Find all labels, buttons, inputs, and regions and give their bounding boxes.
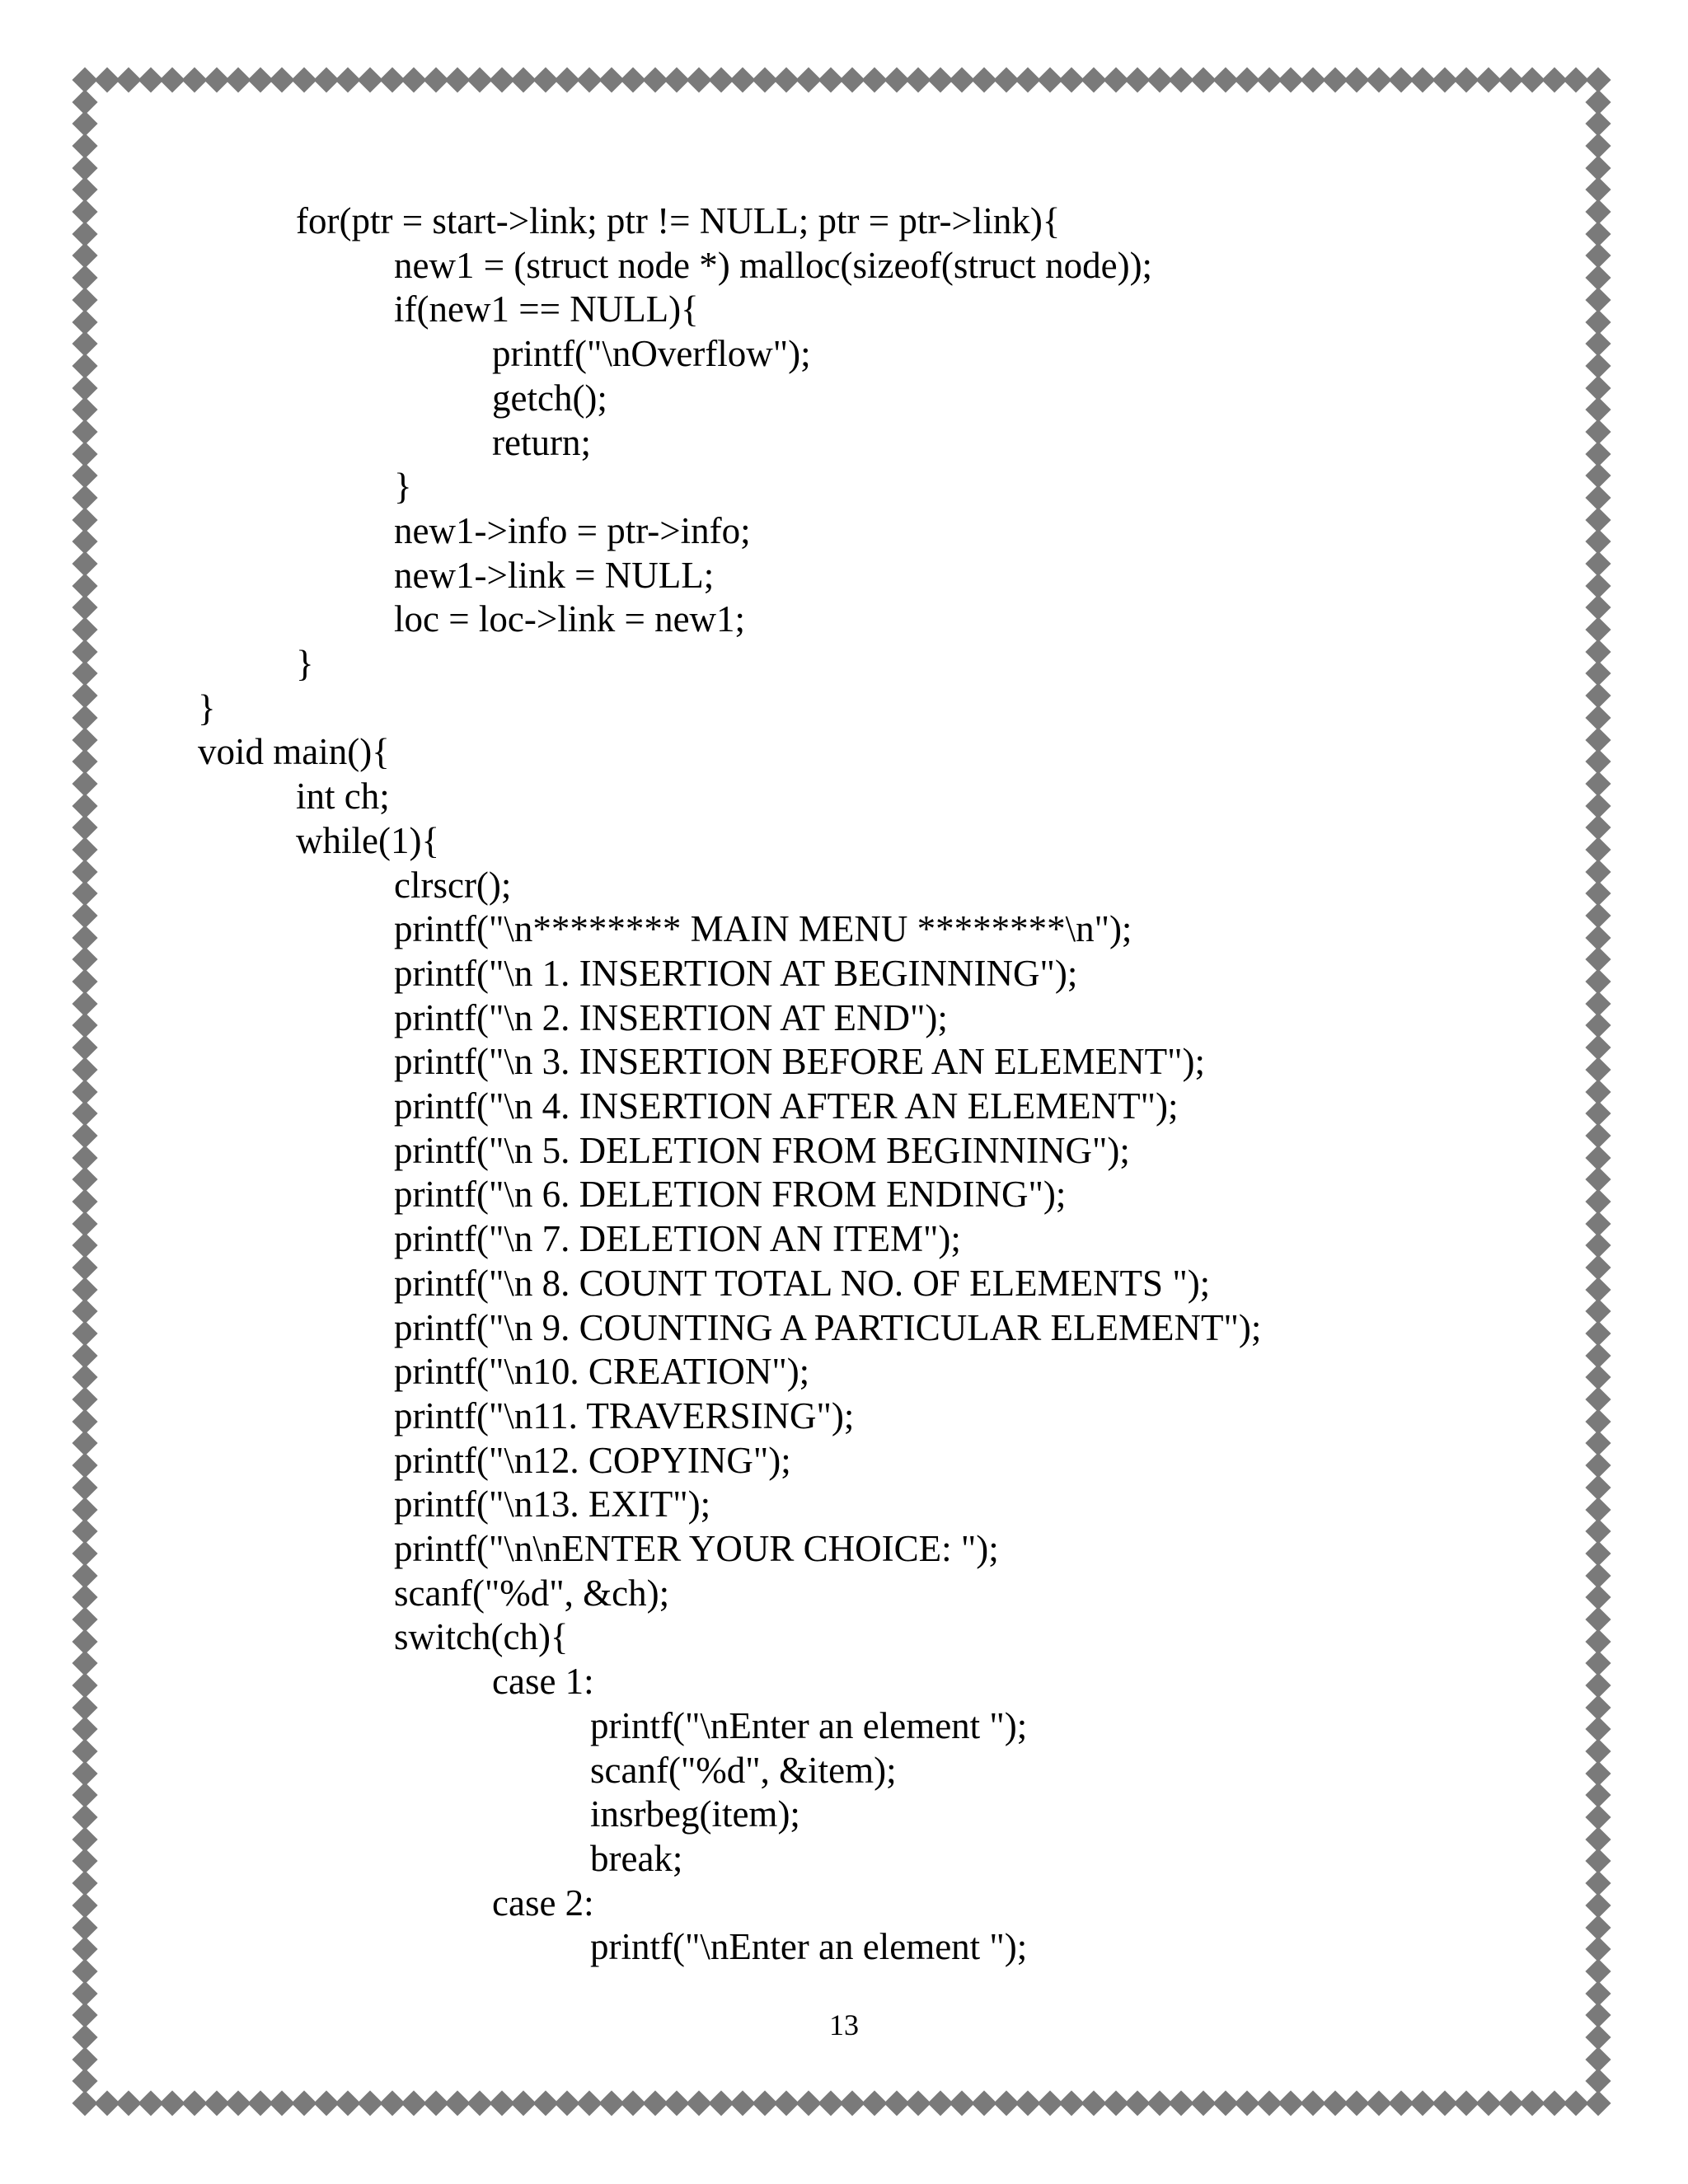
code-line: new1->info = ptr->info;	[394, 509, 751, 551]
code-line: void main(){	[198, 731, 390, 773]
code-line: printf("\n 4. INSERTION AFTER AN ELEMENT");	[394, 1085, 1179, 1127]
code-line: if(new1 == NULL){	[394, 288, 699, 330]
code-line: printf("\n 3. INSERTION BEFORE AN ELEMENT");	[394, 1041, 1205, 1083]
code-line: printf("\n 8. COUNT TOTAL NO. OF ELEMENTS ");	[394, 1262, 1211, 1304]
border-diamond	[72, 2069, 97, 2094]
code-line: printf("\n12. COPYING");	[394, 1439, 791, 1481]
page-number: 13	[829, 2008, 859, 2041]
code-line: return;	[492, 421, 591, 463]
code-line: printf("\n 6. DELETION FROM ENDING");	[394, 1174, 1067, 1216]
code-line: switch(ch){	[394, 1616, 569, 1658]
code-line: printf("\n 9. COUNTING A PARTICULAR ELEMENT");	[394, 1306, 1262, 1348]
code-line: printf("\n\nENTER YOUR CHOICE: ");	[394, 1528, 999, 1569]
code-line: new1->link = NULL;	[394, 554, 715, 596]
code-line: case 2:	[492, 1882, 594, 1924]
code-line: printf("\n 5. DELETION FROM BEGINNING");	[394, 1129, 1130, 1171]
code-line: new1 = (struct node *) malloc(sizeof(struct node));	[394, 244, 1153, 286]
code-line: int ch;	[296, 776, 390, 818]
code-line: printf("\n10. CREATION");	[394, 1351, 810, 1393]
code-line: getch();	[492, 377, 607, 419]
code-line: while(1){	[296, 819, 440, 861]
code-line: printf("\n 1. INSERTION AT BEGINNING");	[394, 952, 1078, 994]
code-line: case 1:	[492, 1661, 594, 1703]
code-line: printf("\nEnter an element ");	[590, 1704, 1028, 1746]
code-line: scanf("%d", &ch);	[394, 1572, 670, 1614]
border-diamond	[1585, 2090, 1611, 2116]
code-line: }	[296, 643, 314, 684]
code-line: insrbeg(item);	[590, 1793, 800, 1835]
code-line: clrscr();	[394, 864, 512, 906]
code-line: }	[394, 466, 412, 508]
code-line: break;	[590, 1837, 683, 1879]
code-line: }	[198, 687, 216, 729]
border-diamond	[1585, 2069, 1611, 2094]
code-line: scanf("%d", &item);	[590, 1749, 897, 1791]
code-line: printf("\n******** MAIN MENU ********\n");	[394, 908, 1132, 950]
code-line: printf("\n 7. DELETION AN ITEM");	[394, 1218, 961, 1260]
code-line: printf("\nEnter an element ");	[590, 1926, 1028, 1968]
code-line: for(ptr = start->link; ptr != NULL; ptr = ptr->link){	[296, 200, 1061, 241]
code-line: printf("\n11. TRAVERSING");	[394, 1394, 855, 1436]
code-line: printf("\n13. EXIT");	[394, 1483, 711, 1526]
code-line: printf("\n 2. INSERTION AT END");	[394, 996, 948, 1038]
code-line: printf("\nOverflow");	[492, 333, 811, 375]
code-line: loc = loc->link = new1;	[394, 598, 746, 640]
